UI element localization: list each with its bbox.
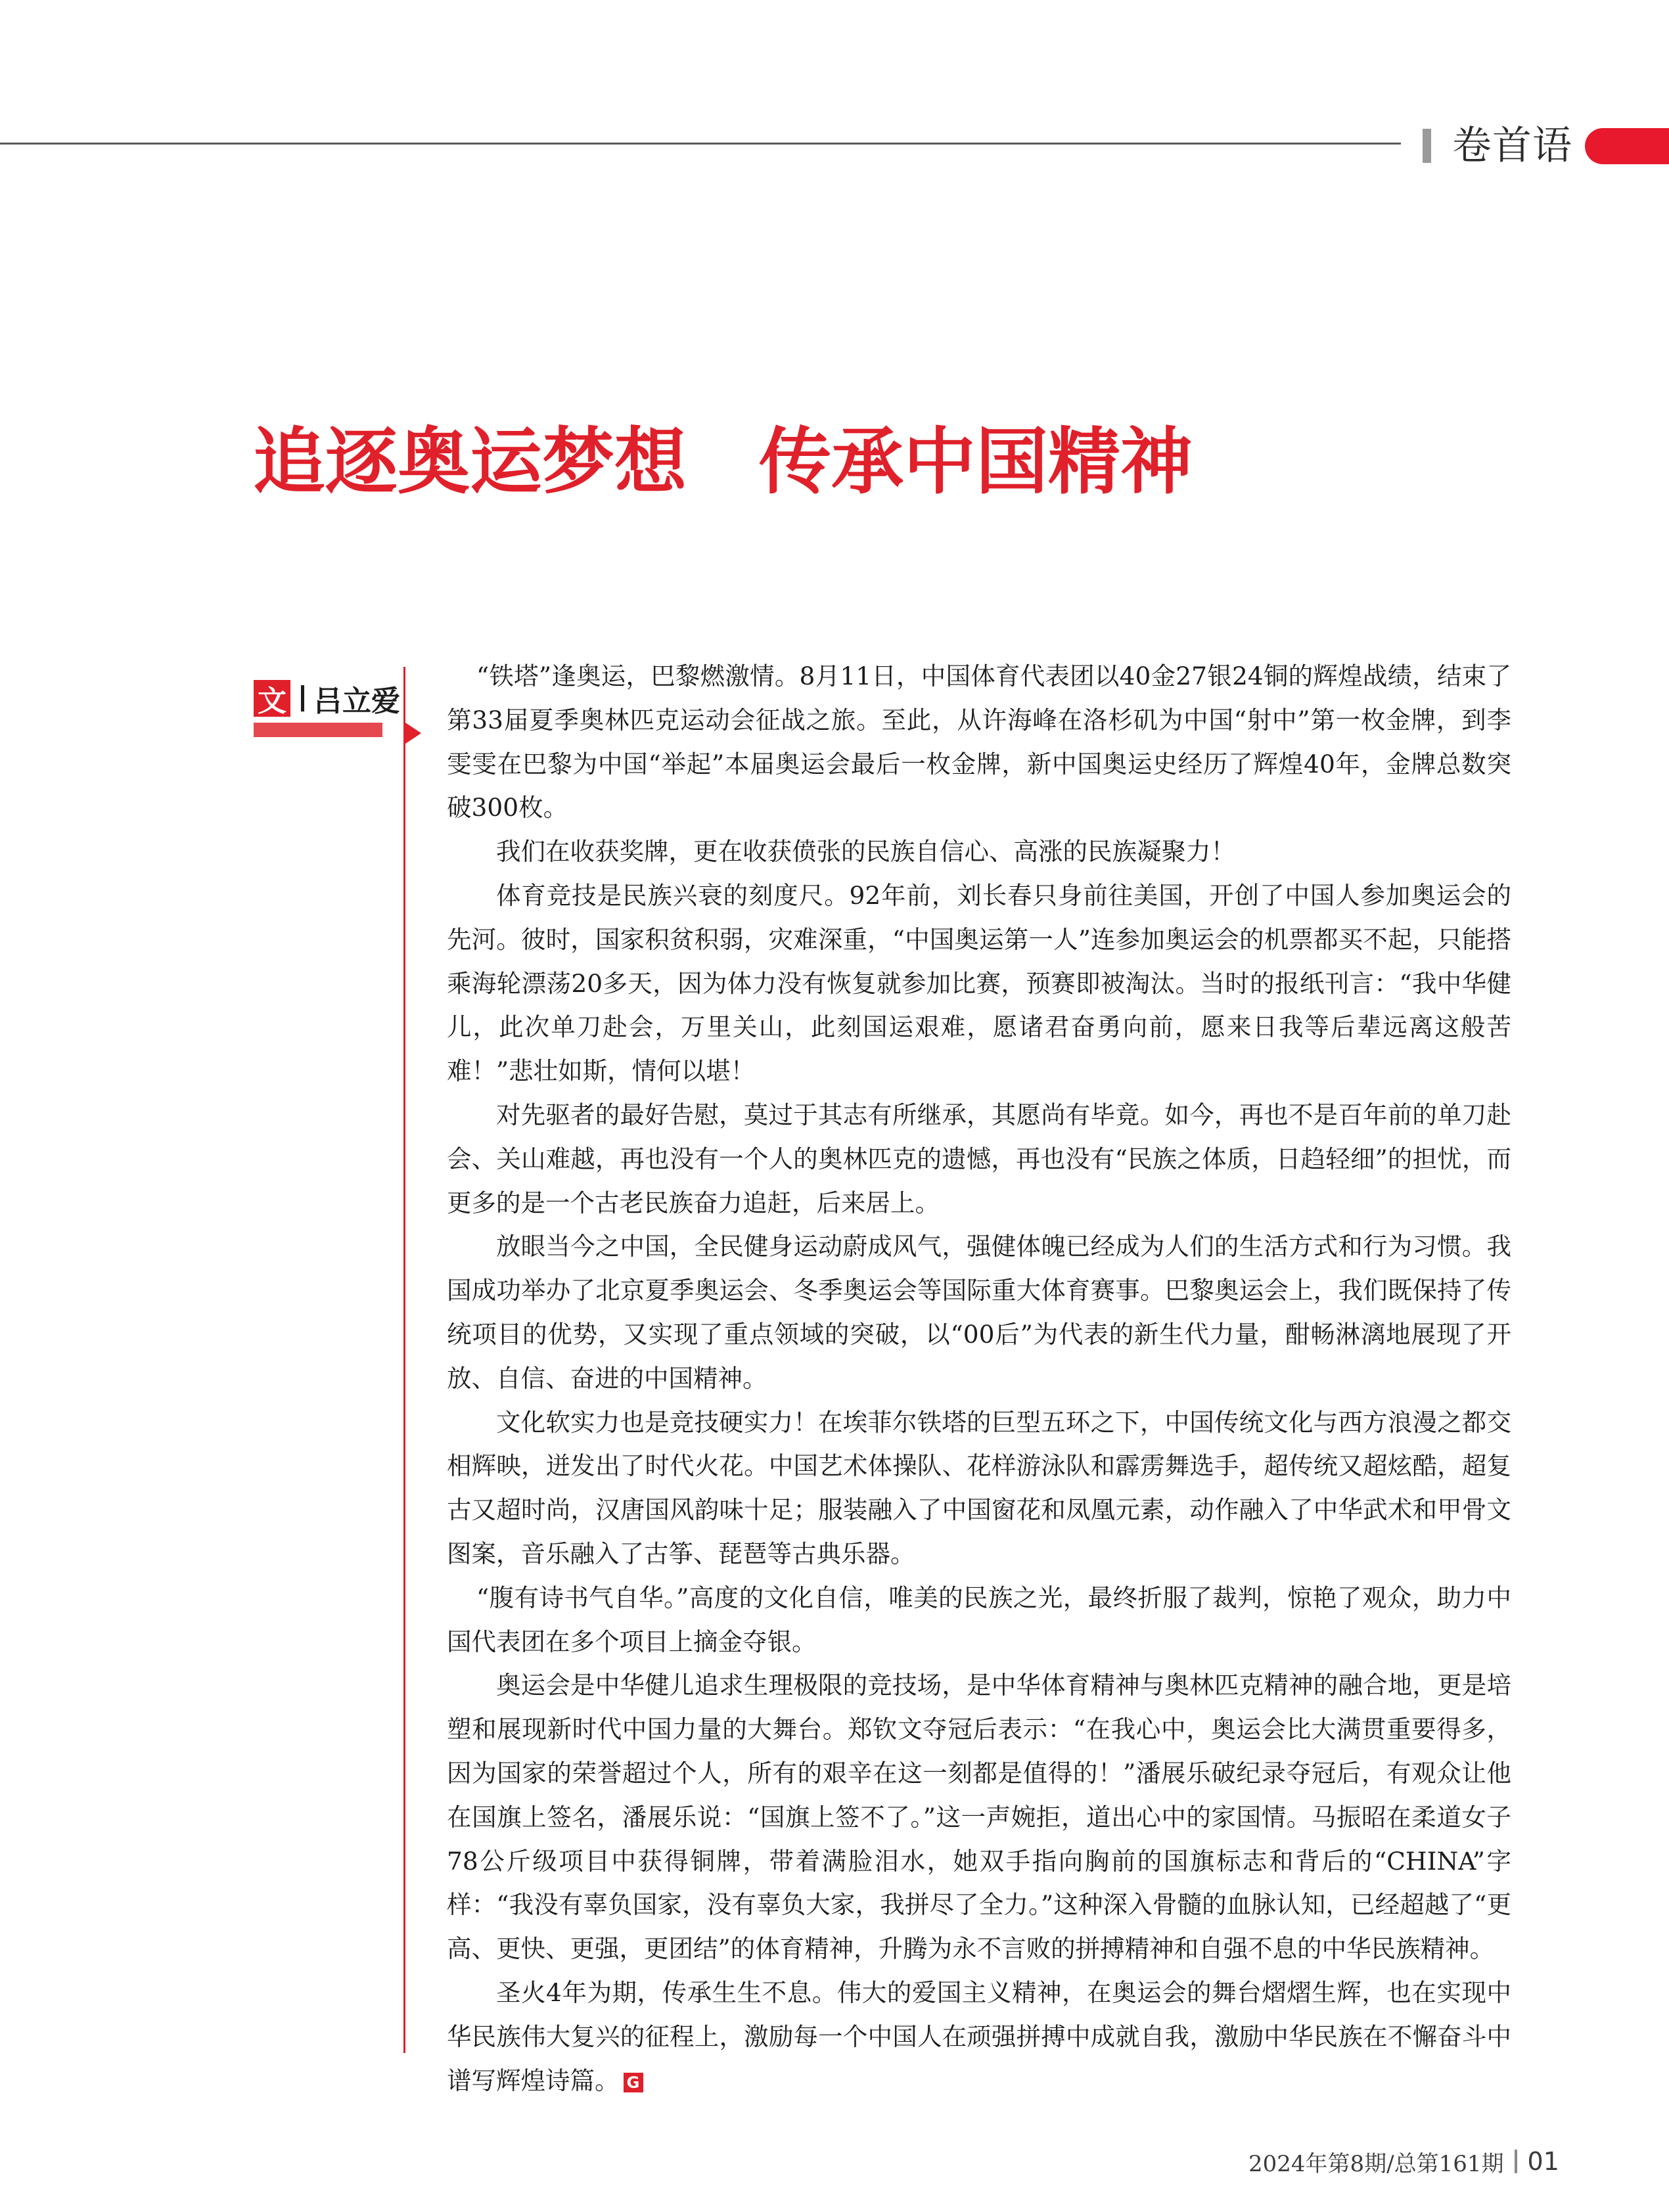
byline-underbar (254, 723, 382, 737)
margin-rule (403, 667, 405, 2053)
byline-tag: 文 (254, 680, 290, 717)
section-tab-accent (1585, 128, 1669, 164)
paragraph: “腹有诗书气自华。”高度的文化自信，唯美的民族之光，最终折服了裁判，惊艳了观众，助力中国代表团在多个项目上摘金夺银。 (447, 1583, 1511, 1656)
article-body (447, 654, 1511, 2102)
issue-info: 2024年第8期/总第161期 (1248, 2150, 1504, 2177)
header-rule (0, 143, 1401, 145)
paragraph-text: 圣火4年为期，传承生生不息。伟大的爱国主义精神，在奥运会的舞台熠熠生辉，也在实现中华民族伟大复兴的征程上，激励每一个中国人在顽强拼搏中成就自我，激励中华民族在不懈奋斗中谱写辉煌诗篇。 (447, 1977, 1511, 2095)
byline-divider (301, 685, 304, 711)
paragraph: 体育竞技是民族兴衰的刻度尺。92年前，刘长春只身前往美国，开创了中国人参加奥运会的先河。彼时，国家积贫积弱，灾难深重，“中国奥运第一人”连参加奥运会的机票都买不起，只能搭乘海轮漂荡20多天，因为体力没有恢复就参加比赛，预赛即被淘汰。当时的报纸刊言：“我中华健儿，此次单刀赴会，万里关山，此刻国运艰难，愿诸君奋勇向前，愿来日我等后辈远离这般苦难！”悲壮如斯，情何以堪！ (447, 880, 1511, 1086)
paragraph: 放眼当今之中国，全民健身运动蔚成风气，强健体魄已经成为人们的生活方式和行为习惯。我国成功举办了北京夏季奥运会、冬季奥运会等国际重大体育赛事。巴黎奥运会上，我们既保持了传统项目的优势，又实现了重点领域的突破，以“00后”为代表的新生代力量，酣畅淋漓地展现了开放、自信、奋进的中国精神。 (447, 1232, 1511, 1393)
author-name: 吕立爱 (313, 685, 400, 718)
byline (254, 678, 400, 719)
paragraph-last (447, 1971, 1511, 2102)
paragraph: 奥运会是中华健儿追求生理极限的竞技场，是中华体育精神与奥林匹克精神的融合地，更是培塑和展现新时代中国力量的大舞台。郑钦文夺冠后表示：“在我心中，奥运会比大满贯重要得多，因为国家的荣誉超过个人，所有的艰辛在这一刻都是值得的！”潘展乐破纪录夺冠后，有观众让他在国旗上签名，潘展乐说：“国旗上签不了。”这一声婉拒，道出心中的家国情。马振昭在柔道女子78公斤级项目中获得铜牌，带着满脸泪水，她双手指向胸前的国旗标志和背后的“CHINA”字样：“我没有辜负国家，没有辜负大家，我拼尽了全力。”这种深入骨髓的血脉认知，已经超越了“更高、更快、更强，更团结”的体育精神，升腾为永不言败的拼搏精神和自强不息的中华民族精神。 (447, 1671, 1511, 1964)
paragraph: 我们在收获奖牌，更在收获偾张的民族自信心、高涨的民族凝聚力！ (496, 837, 1235, 867)
paragraph: 文化软实力也是竞技硬实力！在埃菲尔铁塔的巨型五环之下，中国传统文化与西方浪漫之都交相辉映，迸发出了时代火花。中国艺术体操队、花样游泳队和霹雳舞选手，超传统又超炫酷，超复古又超时尚，汉唐国风韵味十足；服装融入了中国窗花和凤凰元素，动作融入了中华武术和甲骨文图案，音乐融入了古筝、琵琶等古典乐器。 (447, 1407, 1511, 1568)
arrow-marker-icon (405, 723, 421, 744)
paragraph: 对先驱者的最好告慰，莫过于其志有所继承，其愿尚有毕竟。如今，再也不是百年前的单刀赴会、关山难越，再也没有一个人的奥林匹克的遗憾，再也没有“民族之体质，日趋轻细”的担忧，而更多的是一个古老民族奋力追赶，后来居上。 (447, 1100, 1511, 1217)
section-label: 卷首语 (1452, 123, 1572, 169)
paragraph: “铁塔”逢奥运，巴黎燃激情。8月11日，中国体育代表团以40金27银24铜的辉煌战绩，结束了第33届夏季奥林匹克运动会征战之旅。至此，从许海峰在洛杉矶为中国“射中”第一枚金牌，到李雯雯在巴黎为中国“举起”本届奥运会最后一枚金牌，新中国奥运史经历了辉煌40年，金牌总数突破300枚。 (447, 662, 1511, 823)
article-title: 追逐奥运梦想 传承中国精神 (253, 420, 1193, 504)
end-mark-icon: G (624, 2073, 643, 2092)
page-footer (1248, 2145, 1559, 2178)
footer-divider (1515, 2150, 1517, 2173)
section-marker-bar (1423, 129, 1431, 163)
page-number: 01 (1527, 2147, 1559, 2176)
